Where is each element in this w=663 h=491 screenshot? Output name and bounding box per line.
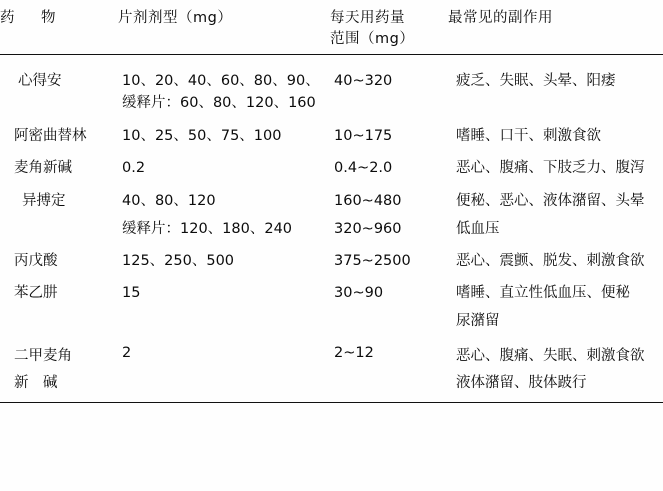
table-row bbox=[0, 64, 663, 119]
table-row bbox=[0, 119, 663, 152]
cell-name: 心得安 bbox=[18, 73, 62, 90]
column-header-dose: 片剂剂型（mg） bbox=[118, 10, 233, 26]
cell-range: 2~12 bbox=[334, 344, 374, 361]
cell-dose: 0.2 bbox=[122, 160, 146, 177]
cell-dose: 40、80、120 bbox=[122, 193, 216, 210]
cell-range: 0.4~2.0 bbox=[334, 160, 393, 177]
cell-name: 二甲麦角 新 碱 bbox=[14, 347, 72, 392]
table-row bbox=[0, 244, 663, 277]
column-header-range: 每天用药量 范围（mg） bbox=[330, 10, 415, 48]
header-rule bbox=[0, 55, 663, 65]
cell-side: 低血压 bbox=[456, 220, 500, 237]
column-header-side: 最常见的副作用 bbox=[448, 10, 553, 26]
table-header bbox=[0, 0, 663, 55]
cell-name: 丙戊酸 bbox=[14, 252, 58, 269]
cell-side: 恶心、震颤、脱发、刺激食欲 bbox=[456, 252, 645, 269]
column-header-name: 药 物 bbox=[0, 10, 62, 26]
cell-dose: 缓释片：120、180、240 bbox=[122, 220, 293, 237]
cell-range: 10~175 bbox=[334, 127, 393, 144]
cell-dose bbox=[118, 309, 330, 336]
cell-dose: 10、20、40、60、80、90、 缓释片：60、80、120、160 bbox=[122, 73, 320, 111]
table-header-row bbox=[0, 0, 663, 55]
cell-name: 阿密曲替林 bbox=[14, 127, 87, 144]
table-body bbox=[0, 55, 663, 417]
table-row bbox=[0, 217, 663, 244]
table-row bbox=[0, 151, 663, 184]
header-rule-spacer bbox=[0, 55, 663, 65]
cell-dose: 15 bbox=[122, 285, 141, 302]
cell-side: 恶心、腹痛、下肢乏力、腹泻 bbox=[456, 160, 645, 177]
cell-name: 麦角新碱 bbox=[14, 160, 72, 177]
cell-range: 40~320 bbox=[334, 73, 393, 90]
table-row bbox=[0, 276, 663, 309]
cell-dose: 2 bbox=[122, 344, 132, 361]
cell-side: 嗜睡、直立性低血压、便秘 bbox=[456, 285, 630, 302]
cell-dose: 125、250、500 bbox=[122, 252, 235, 269]
table-row bbox=[0, 309, 663, 336]
cell-side: 嗜睡、口干、刺激食欲 bbox=[456, 127, 601, 144]
cell-dose: 10、25、50、75、100 bbox=[122, 127, 282, 144]
cell-name: 苯乙肼 bbox=[14, 285, 58, 302]
cell-name bbox=[0, 309, 118, 336]
cell-side: 恶心、腹痛、失眠、刺激食欲 液体潴留、肢体跛行 bbox=[456, 347, 645, 392]
cell-side: 疲乏、失眠、头晕、阳痿 bbox=[456, 73, 616, 90]
footer-rule bbox=[0, 402, 663, 417]
cell-range: 375~2500 bbox=[334, 252, 411, 269]
cell-side: 尿潴留 bbox=[456, 313, 500, 330]
table-row bbox=[0, 184, 663, 217]
cell-side: 便秘、恶心、液体潴留、头晕 bbox=[456, 193, 645, 210]
cell-range: 320~960 bbox=[334, 220, 402, 237]
cell-range: 30~90 bbox=[334, 285, 384, 302]
table-row bbox=[0, 336, 663, 403]
cell-range bbox=[330, 309, 448, 336]
footer-rule-spacer bbox=[0, 402, 663, 417]
cell-range: 160~480 bbox=[334, 193, 402, 210]
cell-name bbox=[0, 217, 118, 244]
cell-name: 异搏定 bbox=[22, 193, 66, 210]
